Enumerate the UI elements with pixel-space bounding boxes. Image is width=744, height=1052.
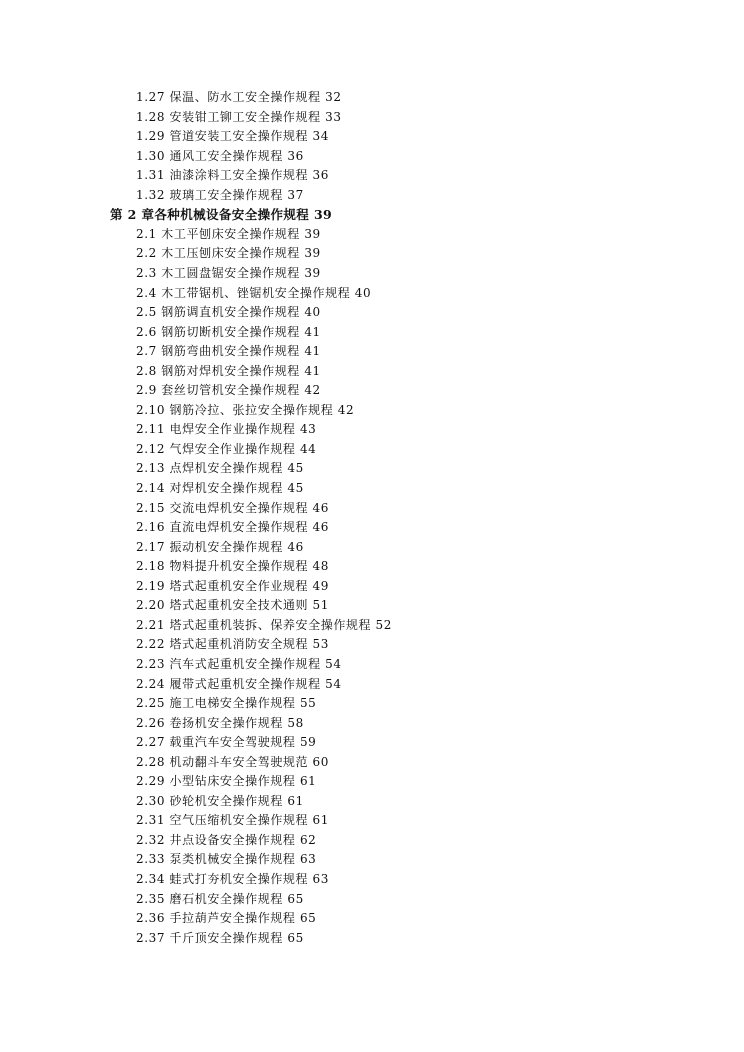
toc-entry[interactable]: 2.8 钢筋对焊机安全操作规程 41 [136, 363, 321, 378]
toc-entry[interactable]: 2.32 井点设备安全操作规程 62 [136, 832, 317, 847]
toc-entry[interactable]: 2.35 磨石机安全操作规程 65 [136, 891, 304, 906]
toc-entry[interactable]: 1.30 通风工安全操作规程 36 [136, 148, 304, 163]
toc-entry[interactable]: 2.29 小型钻床安全操作规程 61 [136, 774, 317, 789]
toc-entry[interactable]: 1.27 保温、防水工安全操作规程 32 [136, 90, 342, 104]
toc-entry[interactable]: 2.27 载重汽车安全驾驶规程 59 [136, 735, 317, 750]
toc-chapter-heading[interactable]: 第 2 章各种机械设备安全操作规程 39 [110, 207, 333, 223]
toc-entry[interactable]: 2.4 木工带锯机、锉锯机安全操作规程 40 [136, 285, 372, 300]
toc-entry[interactable]: 2.36 手拉葫芦安全操作规程 65 [136, 911, 317, 926]
toc-entry[interactable]: 2.14 对焊机安全操作规程 45 [136, 481, 304, 495]
toc-entry[interactable]: 2.20 塔式起重机安全技术通则 51 [136, 598, 330, 613]
toc-entry[interactable]: 2.34 蛙式打夯机安全操作规程 63 [136, 872, 330, 886]
toc-entry[interactable]: 2.24 履带式起重机安全操作规程 54 [136, 676, 342, 691]
toc-entry[interactable]: 2.23 汽车式起重机安全操作规程 54 [136, 656, 342, 671]
toc-entry[interactable]: 2.3 木工圆盘锯安全操作规程 39 [136, 265, 321, 280]
toc-entry[interactable]: 2.21 塔式起重机装拆、保养安全操作规程 52 [136, 617, 393, 632]
toc-entry[interactable]: 1.31 油漆涂料工安全操作规程 36 [136, 168, 330, 183]
toc-entry[interactable]: 2.9 套丝切管机安全操作规程 42 [136, 383, 321, 398]
toc-entry[interactable]: 2.30 砂轮机安全操作规程 61 [136, 793, 304, 808]
toc-entry[interactable]: 2.12 气焊安全作业操作规程 44 [136, 441, 317, 456]
toc-entry[interactable]: 2.25 施工电梯安全操作规程 55 [136, 696, 317, 711]
toc-entry[interactable]: 2.6 钢筋切断机安全操作规程 41 [136, 324, 321, 339]
toc-entry[interactable]: 2.26 卷扬机安全操作规程 58 [136, 715, 304, 730]
toc-entry[interactable]: 2.10 钢筋冷拉、张拉安全操作规程 42 [136, 402, 355, 417]
toc-entry[interactable]: 2.17 振动机安全操作规程 46 [136, 539, 304, 554]
toc-entry[interactable]: 2.7 钢筋弯曲机安全操作规程 41 [136, 344, 321, 359]
toc-entry[interactable]: 2.5 钢筋调直机安全操作规程 40 [136, 305, 321, 320]
toc-entry[interactable]: 1.28 安装钳工铆工安全操作规程 33 [136, 109, 342, 124]
toc-entry[interactable]: 2.19 塔式起重机安全作业规程 49 [136, 578, 330, 593]
toc-entry[interactable]: 2.13 点焊机安全操作规程 45 [136, 461, 304, 476]
toc-entry[interactable]: 2.16 直流电焊机安全操作规程 46 [136, 520, 330, 535]
toc-entry[interactable]: 2.33 泵类机械安全操作规程 63 [136, 852, 317, 867]
toc-entry[interactable]: 2.22 塔式起重机消防安全规程 53 [136, 637, 330, 652]
toc-entry[interactable]: 2.18 物料提升机安全操作规程 48 [136, 559, 330, 574]
toc-entry[interactable]: 1.29 管道安装工安全操作规程 34 [136, 129, 330, 144]
toc-entry[interactable]: 2.1 木工平刨床安全操作规程 39 [136, 226, 321, 241]
toc-entry[interactable]: 2.31 空气压缩机安全操作规程 61 [136, 813, 330, 828]
toc-entry[interactable]: 2.11 电焊安全作业操作规程 43 [136, 422, 317, 437]
toc-entry[interactable]: 2.15 交流电焊机安全操作规程 46 [136, 500, 330, 515]
toc-entry[interactable]: 1.32 玻璃工安全操作规程 37 [136, 187, 304, 202]
toc-entry[interactable]: 2.37 千斤顶安全操作规程 65 [136, 930, 304, 945]
toc-entry[interactable]: 2.2 木工压刨床安全操作规程 39 [136, 246, 321, 261]
toc-entry[interactable]: 2.28 机动翻斗车安全驾驶规范 60 [136, 754, 330, 769]
